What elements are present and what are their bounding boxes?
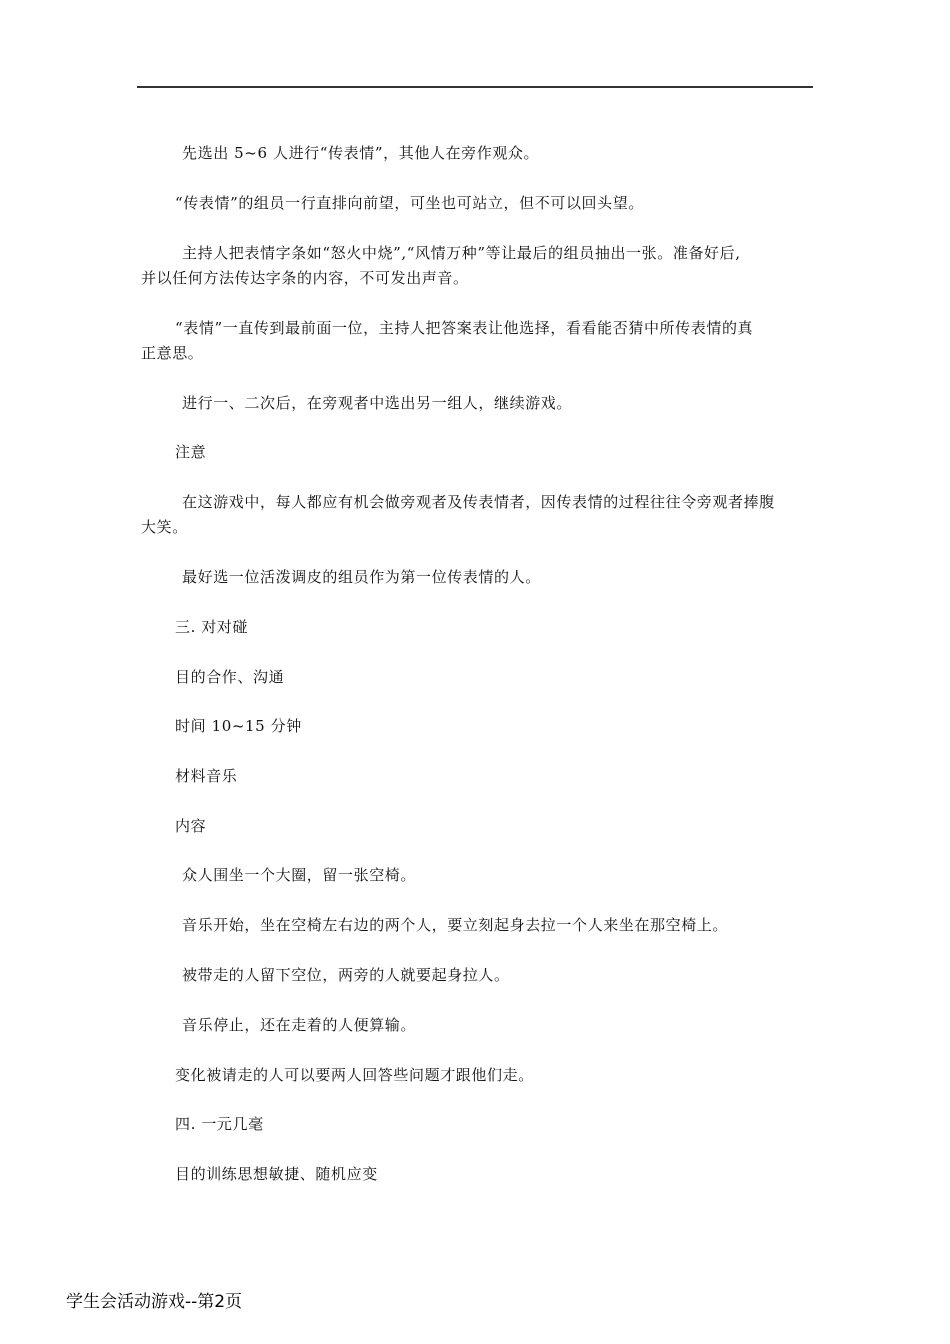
section-3-step-4: 音乐停止，还在走着的人便算输。 [182, 1016, 417, 1034]
section-3-step-3: 被带走的人留下空位，两旁的人就要起身拉人。 [182, 966, 510, 984]
section-3-step-1: 众人围坐一个大圈，留一张空椅。 [182, 866, 417, 884]
header-rule [137, 86, 813, 88]
section-4-purpose: 目的训练思想敏捷、随机应变 [175, 1165, 378, 1183]
section-4-title: 四. 一元几毫 [175, 1115, 264, 1133]
section-3-materials: 材料音乐 [175, 767, 238, 785]
page-footer: 学生会活动游戏--第2页 [66, 1292, 243, 1312]
paragraph-5: 进行一、二次后，在旁观者中选出另一组人，继续游戏。 [182, 394, 573, 412]
paragraph-1: 先选出 5~6 人进行“传表情”，其他人在旁作观众。 [182, 144, 540, 162]
section-3-title: 三. 对对碰 [175, 618, 249, 636]
paragraph-3-line-1: 主持人把表情字条如“怒火中烧”,“风情万种”等让最后的组员抽出一张。准备好后, [182, 244, 741, 262]
paragraph-7: 最好选一位活泼调皮的组员作为第一位传表情的人。 [182, 568, 541, 586]
paragraph-3-line-2: 并以任何方法传达字条的内容，不可发出声音。 [141, 269, 469, 287]
paragraph-4-line-2: 正意思。 [141, 344, 204, 362]
heading-notes: 注意 [175, 443, 207, 461]
paragraph-6-line-2: 大笑。 [141, 518, 188, 536]
section-3-content-heading: 内容 [175, 817, 207, 835]
section-3-time: 时间 10~15 分钟 [175, 717, 302, 735]
paragraph-4-line-1: “表情”一直传到最前面一位，主持人把答案表让他选择，看看能否猜中所传表情的真 [175, 319, 754, 337]
section-3-step-2: 音乐开始，坐在空椅左右边的两个人，要立刻起身去拉一个人来坐在那空椅上。 [182, 916, 729, 934]
paragraph-6-line-1: 在这游戏中，每人都应有机会做旁观者及传表情者，因传表情的过程往往令旁观者捧腹 [182, 493, 775, 511]
section-3-purpose: 目的合作、沟通 [175, 668, 285, 686]
section-3-variation: 变化被请走的人可以要两人回答些问题才跟他们走。 [175, 1066, 534, 1084]
paragraph-2: “传表情”的组员一行直排向前望，可坐也可站立，但不可以回头望。 [175, 194, 644, 212]
